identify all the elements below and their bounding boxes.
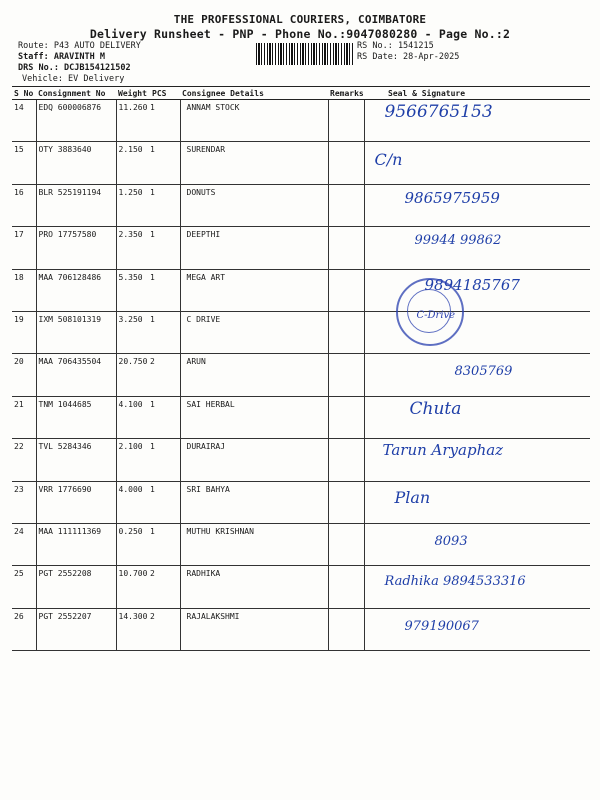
row-weight: 0.250 xyxy=(116,523,150,565)
handwritten-signature: 8093 xyxy=(434,533,468,549)
table-row xyxy=(12,142,590,184)
row-remarks xyxy=(328,100,364,142)
row-remarks xyxy=(328,439,364,481)
row-weight: 3.250 xyxy=(116,311,150,353)
rs-date: RS Date: 28-Apr-2025 xyxy=(357,52,460,62)
row-pcs: 1 xyxy=(150,481,180,523)
row-remarks xyxy=(328,184,364,226)
handwritten-signature: 99944 99862 xyxy=(414,233,502,249)
row-sno: 18 xyxy=(12,269,36,311)
handwritten-signature: 9865975959 xyxy=(404,188,500,207)
handwritten-signature: 9566765153 xyxy=(384,102,493,122)
row-pcs: 1 xyxy=(150,184,180,226)
row-sno: 17 xyxy=(12,227,36,269)
row-consignment: EDQ 600006876 xyxy=(36,100,116,142)
handwritten-signature: Tarun Aryaphaz xyxy=(382,441,504,460)
row-sno: 20 xyxy=(12,354,36,396)
row-weight: 4.100 xyxy=(116,396,150,438)
col-consignee: Consignee Details xyxy=(180,87,328,100)
row-consignee: DEEPTHI xyxy=(180,227,328,269)
table-row xyxy=(12,269,590,311)
row-consignment: BLR 525191194 xyxy=(36,184,116,226)
drs-label: DRS No.: DCJB154121502 xyxy=(18,63,131,73)
row-signature xyxy=(364,566,590,608)
row-weight: 2.100 xyxy=(116,439,150,481)
row-consignment: PGT 2552208 xyxy=(36,566,116,608)
col-seal: Seal & Signature xyxy=(364,87,590,100)
table-row xyxy=(12,311,590,353)
table-row xyxy=(12,227,590,269)
row-remarks xyxy=(328,269,364,311)
row-consignee: SURENDAR xyxy=(180,142,328,184)
row-remarks xyxy=(328,566,364,608)
row-consignment: MAA 111111369 xyxy=(36,523,116,565)
row-weight: 20.750 xyxy=(116,354,150,396)
staff-label: Staff: ARAVINTH M xyxy=(18,52,105,62)
handwritten-signature: Chuta xyxy=(409,398,462,419)
company-title: THE PROFESSIONAL COURIERS, COIMBATORE xyxy=(173,13,427,26)
row-sno: 24 xyxy=(12,523,36,565)
row-remarks xyxy=(328,227,364,269)
row-weight: 2.350 xyxy=(116,227,150,269)
row-sno: 26 xyxy=(12,608,36,650)
row-weight: 2.150 xyxy=(116,142,150,184)
row-consignee: ANNAM STOCK xyxy=(180,100,328,142)
handwritten-signature: 979190067 xyxy=(404,618,479,634)
row-sno: 15 xyxy=(12,142,36,184)
row-consignee: RAJALAKSHMI xyxy=(180,608,328,650)
row-pcs: 1 xyxy=(150,439,180,481)
row-weight: 14.300 xyxy=(116,608,150,650)
row-pcs: 1 xyxy=(150,142,180,184)
row-consignee: DONUTS xyxy=(180,184,328,226)
row-sno: 23 xyxy=(12,481,36,523)
row-sno: 25 xyxy=(12,566,36,608)
col-weight: Weight xyxy=(116,87,150,100)
row-pcs: 1 xyxy=(150,523,180,565)
row-signature xyxy=(364,354,590,396)
row-signature xyxy=(364,142,590,184)
row-consignment: MAA 706435504 xyxy=(36,354,116,396)
table-row xyxy=(12,396,590,438)
table-row xyxy=(12,100,590,142)
row-consignment: IXM 508101319 xyxy=(36,311,116,353)
row-weight: 11.260 xyxy=(116,100,150,142)
table-row xyxy=(12,354,590,396)
row-weight: 1.250 xyxy=(116,184,150,226)
row-consignee: MEGA ART xyxy=(180,269,328,311)
row-signature xyxy=(364,396,590,438)
row-signature xyxy=(364,481,590,523)
row-signature xyxy=(364,439,590,481)
vehicle-label: Vehicle: EV Delivery xyxy=(22,74,125,84)
row-consignment: MAA 706128486 xyxy=(36,269,116,311)
row-remarks xyxy=(328,608,364,650)
table-header-row xyxy=(12,87,590,100)
col-pcs: PCS xyxy=(150,87,180,100)
handwritten-signature: Radhika 9894533316 xyxy=(384,574,526,590)
row-signature xyxy=(364,184,590,226)
row-weight: 4.000 xyxy=(116,481,150,523)
col-consignment: Consignment No xyxy=(36,87,116,100)
row-sno: 21 xyxy=(12,396,36,438)
col-sno: S No xyxy=(12,87,36,100)
row-signature xyxy=(364,100,590,142)
handwritten-signature: C/n xyxy=(374,150,403,170)
row-consignee: C DRIVE xyxy=(180,311,328,353)
row-remarks xyxy=(328,481,364,523)
row-remarks xyxy=(328,396,364,438)
company-stamp xyxy=(396,278,464,346)
row-remarks xyxy=(328,142,364,184)
row-consignment: PRO 17757580 xyxy=(36,227,116,269)
table-row xyxy=(12,608,590,650)
row-consignee: SAI HERBAL xyxy=(180,396,328,438)
row-pcs: 2 xyxy=(150,354,180,396)
row-signature xyxy=(364,608,590,650)
row-consignment: PGT 2552207 xyxy=(36,608,116,650)
barcode xyxy=(256,43,354,65)
row-consignee: SRI BAHYA xyxy=(180,481,328,523)
row-consignee: DURAIRAJ xyxy=(180,439,328,481)
row-pcs: 2 xyxy=(150,608,180,650)
row-pcs: 1 xyxy=(150,269,180,311)
row-pcs: 2 xyxy=(150,566,180,608)
row-sno: 16 xyxy=(12,184,36,226)
table-row xyxy=(12,439,590,481)
handwritten-signature: C-Drive xyxy=(416,309,456,321)
row-consignment: OTY 3883640 xyxy=(36,142,116,184)
row-remarks xyxy=(328,311,364,353)
handwritten-signature: 9894185767 xyxy=(424,275,520,294)
runsheet-table xyxy=(12,86,590,651)
table-row xyxy=(12,481,590,523)
row-consignment: VRR 1776690 xyxy=(36,481,116,523)
rs-number: RS No.: 1541215 xyxy=(357,41,434,51)
row-pcs: 1 xyxy=(150,311,180,353)
row-weight: 10.700 xyxy=(116,566,150,608)
col-remarks: Remarks xyxy=(330,88,364,98)
table-row xyxy=(12,523,590,565)
runsheet-title: Delivery Runsheet - PNP - Phone No.:9047080280 - Page No.:2 xyxy=(89,27,511,41)
row-sno: 19 xyxy=(12,311,36,353)
handwritten-signature: 8305769 xyxy=(454,364,513,380)
row-signature xyxy=(364,227,590,269)
row-consignee: RADHIKA xyxy=(180,566,328,608)
row-pcs: 1 xyxy=(150,227,180,269)
table-row xyxy=(12,566,590,608)
row-remarks xyxy=(328,523,364,565)
handwritten-signature: Plan xyxy=(394,487,431,507)
row-consignee: MUTHU KRISHNAN xyxy=(180,523,328,565)
row-consignee: ARUN xyxy=(180,354,328,396)
row-sno: 22 xyxy=(12,439,36,481)
row-sno: 14 xyxy=(12,100,36,142)
route-label: Route: P43 AUTO DELIVERY xyxy=(18,41,141,51)
row-consignment: TVL 5284346 xyxy=(36,439,116,481)
row-remarks xyxy=(328,354,364,396)
row-pcs: 1 xyxy=(150,100,180,142)
row-pcs: 1 xyxy=(150,396,180,438)
row-signature xyxy=(364,523,590,565)
row-consignment: TNM 1044685 xyxy=(36,396,116,438)
table-row xyxy=(12,184,590,226)
row-weight: 5.350 xyxy=(116,269,150,311)
